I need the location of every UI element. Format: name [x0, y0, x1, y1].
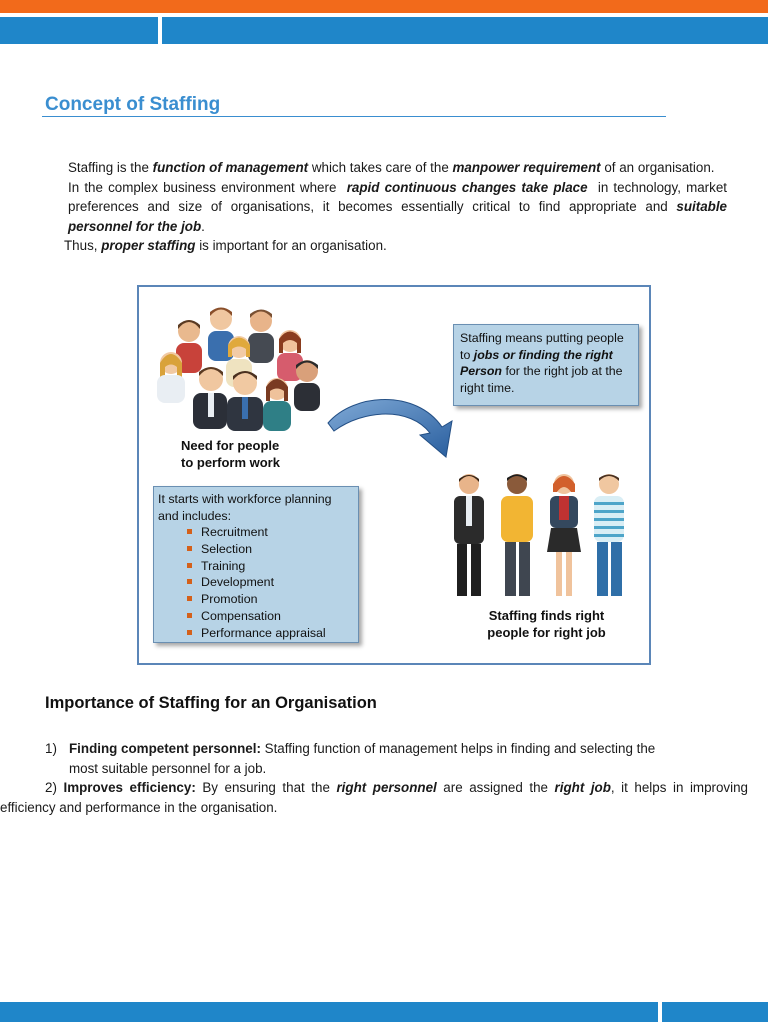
crowd-front-row [193, 367, 291, 431]
planning-intro: It starts with workforce planning and includes: [158, 492, 332, 523]
importance-point-1 [45, 739, 725, 778]
list-item-label: Performance appraisal [201, 625, 326, 640]
bullet-item [47, 158, 727, 178]
text: are assigned the [436, 780, 555, 795]
square-bullet-icon [187, 596, 192, 601]
square-bullet-icon [187, 630, 192, 635]
header-blue-bar-left [0, 17, 158, 44]
text: which takes care of the [308, 160, 453, 175]
caption-line: Staffing finds right [488, 608, 605, 623]
list-item [185, 558, 354, 575]
list-item [185, 574, 354, 591]
bullet-item [47, 178, 731, 237]
emphasis: right job [554, 780, 611, 795]
worker-suit [454, 474, 484, 596]
text: By ensuring that the [195, 780, 337, 795]
square-bullet-icon [187, 579, 192, 584]
text: most suitable personnel for a job. [69, 760, 267, 776]
footer-blue-bar-right [662, 1002, 768, 1022]
text: for the right job at the right time. [460, 364, 623, 395]
emphasis: proper staffing [101, 238, 196, 253]
staffing-diagram [137, 285, 651, 665]
text: in technology, market preferences and size of organisations, it becomes essentially critical to find appropriate and [68, 179, 731, 214]
list-item [185, 625, 354, 642]
text: , it helps in improving efficiency and performance in the organisation. [0, 780, 748, 815]
text: Staffing means putting people to [460, 331, 624, 362]
list-item-label: Recruitment [201, 525, 268, 539]
right-caption [469, 607, 624, 641]
emphasis: suitable personnel for the job [68, 199, 727, 234]
header-orange-band [0, 0, 768, 13]
square-bullet-icon [187, 563, 192, 568]
definition-box [453, 324, 639, 406]
text: is important for an organisation. [195, 238, 387, 253]
emphasis: right personnel [336, 780, 437, 795]
importance-point-2 [0, 778, 748, 817]
text: In the complex business environment where [68, 179, 347, 195]
caption-line: people for right job [487, 625, 606, 640]
worker-striped-shirt [594, 474, 624, 596]
footer-blue-bar-left [0, 1002, 658, 1022]
planning-list [158, 524, 354, 642]
concept-heading: Concept of Staffing [45, 94, 221, 115]
point-number: 1) [45, 741, 57, 756]
square-bullet-icon [187, 546, 192, 551]
text: Thus, [64, 238, 102, 253]
point-number: 2) [45, 780, 57, 795]
workforce-planning-box [153, 486, 359, 643]
need-caption [181, 437, 341, 471]
concept-bullets [47, 158, 731, 256]
header-blue-bar-right [162, 17, 768, 44]
list-item-label: Selection [201, 541, 252, 556]
emphasis: rapid continuous changes take place [346, 179, 588, 195]
crowd-of-people-illustration [149, 301, 324, 431]
list-item-label: Training [201, 558, 246, 573]
worker-yellow-sweater [501, 474, 533, 596]
point-heading: Finding competent personnel: [69, 741, 261, 756]
bullet-item [47, 236, 727, 256]
emphasis: jobs or finding the right Person [460, 347, 613, 378]
worker-woman [547, 474, 581, 596]
square-bullet-icon [187, 613, 192, 618]
square-bullet-icon [187, 529, 192, 534]
text: Staffing function of management helps in finding and selecting the [260, 741, 656, 756]
text: Staffing is the [68, 160, 153, 175]
list-item [185, 608, 354, 625]
emphasis: manpower requirement [452, 160, 601, 175]
caption-line: Need for people [181, 438, 280, 453]
list-item-label: Compensation [201, 608, 281, 623]
emphasis: function of management [152, 160, 309, 175]
caption-line: to perform work [181, 455, 280, 470]
curved-arrow-icon [324, 387, 464, 477]
point-heading: Improves efficiency: [63, 780, 196, 795]
text: of an organisation. [600, 160, 715, 175]
text: . [201, 218, 205, 234]
list-item [185, 524, 354, 541]
list-item [185, 541, 354, 558]
list-item [185, 591, 354, 608]
heading-underline [42, 116, 666, 117]
list-item-label: Development [201, 575, 275, 590]
importance-heading: Importance of Staffing for an Organisation [45, 694, 377, 712]
four-workers-illustration [444, 472, 629, 602]
list-item-label: Promotion [201, 592, 258, 607]
